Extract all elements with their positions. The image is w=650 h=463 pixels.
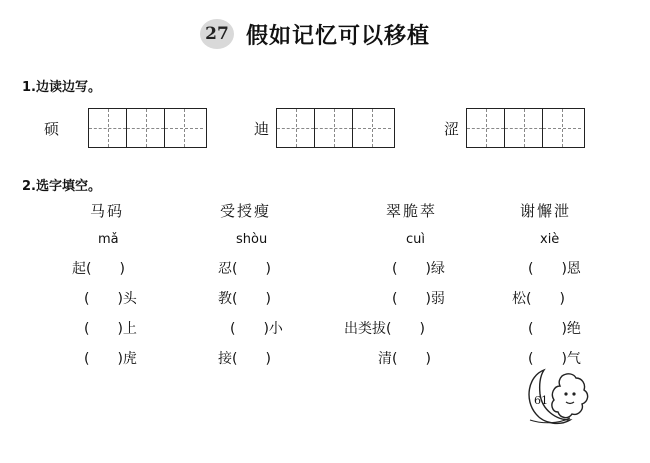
fill-blank-item[interactable]: ( )气	[528, 351, 581, 367]
fill-blank-item[interactable]: ( )头	[84, 291, 137, 307]
writing-cell[interactable]	[543, 109, 581, 147]
fill-blank-item[interactable]: ( )绝	[528, 321, 581, 337]
fill-blank-item[interactable]: 清( )	[378, 351, 431, 367]
writing-cell[interactable]	[89, 109, 127, 147]
pinyin-label: xiè	[540, 232, 560, 247]
section-2-title: 2.选字填空。	[22, 179, 101, 194]
writing-grid[interactable]	[466, 108, 585, 148]
fill-blank-item[interactable]: ( )小	[230, 321, 283, 337]
fill-blank-item[interactable]: 起( )	[72, 261, 125, 277]
lesson-header	[200, 18, 430, 50]
choice-characters: 受授瘦	[220, 202, 272, 220]
writing-cell[interactable]	[467, 109, 505, 147]
writing-cell[interactable]	[353, 109, 391, 147]
grid-prompt-char: 硕	[44, 120, 60, 138]
writing-grid[interactable]	[276, 108, 395, 148]
fill-blank-item[interactable]: 出类拔( )	[344, 321, 425, 337]
writing-cell[interactable]	[505, 109, 543, 147]
page-mascot	[522, 366, 594, 428]
mascot-icon	[522, 366, 594, 428]
pinyin-label: mǎ	[98, 232, 119, 247]
writing-cell[interactable]	[127, 109, 165, 147]
fill-blank-item[interactable]: ( )虎	[84, 351, 137, 367]
fill-blank-item[interactable]: ( )弱	[392, 291, 445, 307]
writing-cell[interactable]	[277, 109, 315, 147]
page-number: 61	[534, 394, 548, 407]
pinyin-label: cuì	[406, 232, 425, 247]
pinyin-label: shòu	[236, 232, 268, 247]
fill-blank-item[interactable]: ( )绿	[392, 261, 445, 277]
fill-blank-item[interactable]: ( )恩	[528, 261, 581, 277]
choice-characters: 翠脆萃	[386, 202, 438, 220]
fill-blank-item[interactable]: 忍( )	[218, 261, 271, 277]
writing-grid[interactable]	[88, 108, 207, 148]
section-1-title: 1.边读边写。	[22, 80, 101, 95]
fill-blank-item[interactable]: ( )上	[84, 321, 137, 337]
fill-blank-item[interactable]: 教( )	[218, 291, 271, 307]
choice-characters: 马码	[90, 202, 125, 220]
writing-cell[interactable]	[165, 109, 203, 147]
grid-prompt-char: 迪	[254, 120, 270, 138]
grid-prompt-char: 涩	[444, 120, 460, 138]
fill-blank-item[interactable]: 接( )	[218, 351, 271, 367]
choice-characters: 谢懈泄	[520, 202, 572, 220]
writing-cell[interactable]	[315, 109, 353, 147]
page-title: 假如记忆可以移植	[246, 22, 431, 49]
lesson-number-badge: 27	[200, 19, 234, 49]
fill-blank-item[interactable]: 松( )	[512, 291, 565, 307]
